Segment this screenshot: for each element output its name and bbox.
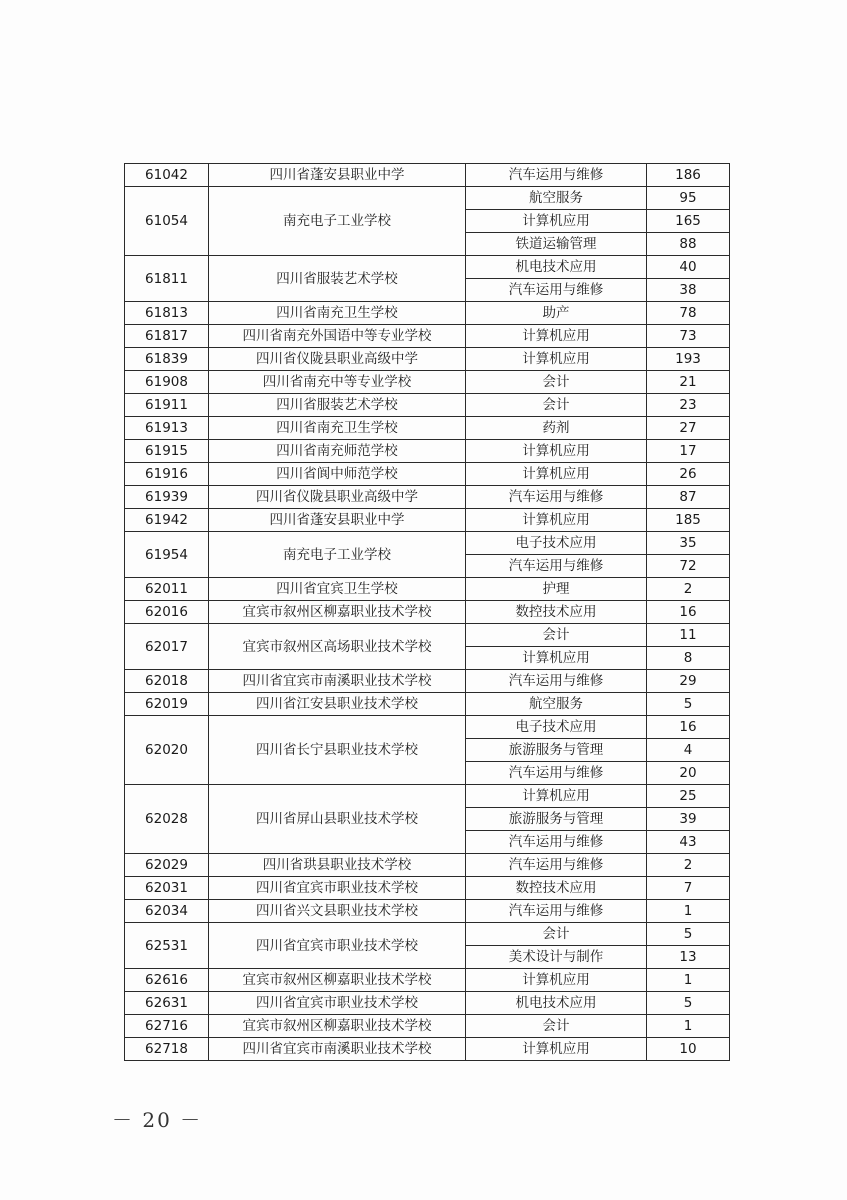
school-name-cell: 四川省阆中师范学校 [209, 463, 466, 486]
school-code-cell: 62011 [125, 578, 209, 601]
school-code-cell: 61811 [125, 256, 209, 302]
count-cell: 2 [647, 578, 730, 601]
table-row [125, 187, 730, 210]
school-name-cell: 四川省仪陇县职业高级中学 [209, 486, 466, 509]
major-cell: 汽车运用与维修 [466, 854, 647, 877]
school-name-cell: 四川省宜宾市职业技术学校 [209, 923, 466, 969]
school-code-cell: 61913 [125, 417, 209, 440]
major-cell: 美术设计与制作 [466, 946, 647, 969]
count-cell: 185 [647, 509, 730, 532]
school-name-cell: 四川省宜宾市南溪职业技术学校 [209, 670, 466, 693]
count-cell: 1 [647, 1015, 730, 1038]
count-cell: 20 [647, 762, 730, 785]
table-row [125, 509, 730, 532]
major-cell: 汽车运用与维修 [466, 900, 647, 923]
school-name-cell: 四川省南充外国语中等专业学校 [209, 325, 466, 348]
count-cell: 73 [647, 325, 730, 348]
school-code-cell: 61908 [125, 371, 209, 394]
table-row [125, 256, 730, 279]
major-cell: 会计 [466, 923, 647, 946]
table-row [125, 440, 730, 463]
major-cell: 航空服务 [466, 693, 647, 716]
school-code-cell: 61054 [125, 187, 209, 256]
school-code-cell: 61817 [125, 325, 209, 348]
table-row [125, 394, 730, 417]
count-cell: 26 [647, 463, 730, 486]
count-cell: 186 [647, 164, 730, 187]
count-cell: 43 [647, 831, 730, 854]
school-code-cell: 61916 [125, 463, 209, 486]
table-body [125, 164, 730, 1061]
school-name-cell: 四川省蓬安县职业中学 [209, 164, 466, 187]
count-cell: 4 [647, 739, 730, 762]
school-code-cell: 62019 [125, 693, 209, 716]
table-row [125, 716, 730, 739]
major-cell: 电子技术应用 [466, 532, 647, 555]
count-cell: 1 [647, 900, 730, 923]
count-cell: 5 [647, 992, 730, 1015]
count-cell: 23 [647, 394, 730, 417]
school-code-cell: 62716 [125, 1015, 209, 1038]
major-cell: 助产 [466, 302, 647, 325]
page-number: － 20 － [112, 1108, 203, 1132]
table-row [125, 302, 730, 325]
count-cell: 21 [647, 371, 730, 394]
count-cell: 2 [647, 854, 730, 877]
table-row [125, 164, 730, 187]
school-name-cell: 宜宾市叙州区柳嘉职业技术学校 [209, 601, 466, 624]
table-row [125, 670, 730, 693]
school-name-cell: 四川省南充中等专业学校 [209, 371, 466, 394]
table-row [125, 417, 730, 440]
school-name-cell: 四川省珙县职业技术学校 [209, 854, 466, 877]
table-row [125, 693, 730, 716]
count-cell: 39 [647, 808, 730, 831]
school-name-cell: 宜宾市叙州区高场职业技术学校 [209, 624, 466, 670]
major-cell: 计算机应用 [466, 647, 647, 670]
count-cell: 7 [647, 877, 730, 900]
count-cell: 88 [647, 233, 730, 256]
major-cell: 汽车运用与维修 [466, 486, 647, 509]
school-name-cell: 宜宾市叙州区柳嘉职业技术学校 [209, 1015, 466, 1038]
school-name-cell: 四川省宜宾卫生学校 [209, 578, 466, 601]
table-row [125, 992, 730, 1015]
count-cell: 95 [647, 187, 730, 210]
school-name-cell: 宜宾市叙州区柳嘉职业技术学校 [209, 969, 466, 992]
school-code-cell: 62631 [125, 992, 209, 1015]
table-row [125, 624, 730, 647]
table-row [125, 325, 730, 348]
school-name-cell: 四川省南充卫生学校 [209, 302, 466, 325]
table-row [125, 348, 730, 371]
table-row [125, 486, 730, 509]
count-cell: 27 [647, 417, 730, 440]
count-cell: 72 [647, 555, 730, 578]
school-code-cell: 62718 [125, 1038, 209, 1061]
school-code-cell: 62017 [125, 624, 209, 670]
major-cell: 药剂 [466, 417, 647, 440]
count-cell: 13 [647, 946, 730, 969]
major-cell: 计算机应用 [466, 348, 647, 371]
table-row [125, 601, 730, 624]
school-name-cell: 四川省南充卫生学校 [209, 417, 466, 440]
major-cell: 汽车运用与维修 [466, 831, 647, 854]
count-cell: 193 [647, 348, 730, 371]
count-cell: 35 [647, 532, 730, 555]
count-cell: 38 [647, 279, 730, 302]
count-cell: 5 [647, 923, 730, 946]
major-cell: 旅游服务与管理 [466, 739, 647, 762]
major-cell: 计算机应用 [466, 509, 647, 532]
school-code-cell: 61813 [125, 302, 209, 325]
major-cell: 机电技术应用 [466, 256, 647, 279]
school-code-cell: 61839 [125, 348, 209, 371]
major-cell: 会计 [466, 624, 647, 647]
school-name-cell: 四川省南充师范学校 [209, 440, 466, 463]
major-cell: 汽车运用与维修 [466, 279, 647, 302]
major-cell: 电子技术应用 [466, 716, 647, 739]
school-code-cell: 61942 [125, 509, 209, 532]
major-cell: 机电技术应用 [466, 992, 647, 1015]
count-cell: 40 [647, 256, 730, 279]
school-name-cell: 四川省宜宾市职业技术学校 [209, 877, 466, 900]
count-cell: 10 [647, 1038, 730, 1061]
school-name-cell: 四川省兴文县职业技术学校 [209, 900, 466, 923]
major-cell: 汽车运用与维修 [466, 555, 647, 578]
school-name-cell: 南充电子工业学校 [209, 187, 466, 256]
table-row [125, 371, 730, 394]
major-cell: 计算机应用 [466, 969, 647, 992]
major-cell: 计算机应用 [466, 785, 647, 808]
school-name-cell: 四川省长宁县职业技术学校 [209, 716, 466, 785]
school-code-cell: 61915 [125, 440, 209, 463]
major-cell: 计算机应用 [466, 1038, 647, 1061]
major-cell: 旅游服务与管理 [466, 808, 647, 831]
count-cell: 87 [647, 486, 730, 509]
school-code-cell: 62616 [125, 969, 209, 992]
count-cell: 78 [647, 302, 730, 325]
school-code-cell: 62031 [125, 877, 209, 900]
school-code-cell: 62028 [125, 785, 209, 854]
school-code-cell: 62531 [125, 923, 209, 969]
major-cell: 数控技术应用 [466, 877, 647, 900]
major-cell: 汽车运用与维修 [466, 164, 647, 187]
school-name-cell: 四川省屏山县职业技术学校 [209, 785, 466, 854]
school-name-cell: 四川省蓬安县职业中学 [209, 509, 466, 532]
school-code-cell: 62029 [125, 854, 209, 877]
major-cell: 计算机应用 [466, 463, 647, 486]
table-row [125, 532, 730, 555]
table-row [125, 463, 730, 486]
school-code-cell: 62016 [125, 601, 209, 624]
school-code-cell: 62034 [125, 900, 209, 923]
major-cell: 航空服务 [466, 187, 647, 210]
count-cell: 25 [647, 785, 730, 808]
school-name-cell: 四川省宜宾市职业技术学校 [209, 992, 466, 1015]
table-row [125, 900, 730, 923]
table-row [125, 877, 730, 900]
major-cell: 会计 [466, 371, 647, 394]
major-cell: 数控技术应用 [466, 601, 647, 624]
count-cell: 5 [647, 693, 730, 716]
school-code-cell: 61042 [125, 164, 209, 187]
count-cell: 16 [647, 601, 730, 624]
school-code-cell: 62018 [125, 670, 209, 693]
major-cell: 计算机应用 [466, 440, 647, 463]
school-name-cell: 四川省服装艺术学校 [209, 394, 466, 417]
table-row [125, 854, 730, 877]
table-row [125, 1038, 730, 1061]
table-row [125, 578, 730, 601]
school-name-cell: 四川省服装艺术学校 [209, 256, 466, 302]
count-cell: 8 [647, 647, 730, 670]
major-cell: 铁道运输管理 [466, 233, 647, 256]
school-code-cell: 62020 [125, 716, 209, 785]
table-row [125, 785, 730, 808]
major-cell: 会计 [466, 1015, 647, 1038]
school-name-cell: 四川省仪陇县职业高级中学 [209, 348, 466, 371]
table-row [125, 969, 730, 992]
major-cell: 计算机应用 [466, 210, 647, 233]
major-cell: 会计 [466, 394, 647, 417]
school-name-cell: 四川省宜宾市南溪职业技术学校 [209, 1038, 466, 1061]
table-row [125, 923, 730, 946]
count-cell: 1 [647, 969, 730, 992]
count-cell: 165 [647, 210, 730, 233]
major-cell: 汽车运用与维修 [466, 670, 647, 693]
table-row [125, 1015, 730, 1038]
count-cell: 11 [647, 624, 730, 647]
count-cell: 17 [647, 440, 730, 463]
major-cell: 护理 [466, 578, 647, 601]
school-code-cell: 61911 [125, 394, 209, 417]
school-code-cell: 61939 [125, 486, 209, 509]
school-name-cell: 四川省江安县职业技术学校 [209, 693, 466, 716]
school-code-cell: 61954 [125, 532, 209, 578]
count-cell: 16 [647, 716, 730, 739]
enrollment-table [124, 163, 730, 1061]
major-cell: 汽车运用与维修 [466, 762, 647, 785]
major-cell: 计算机应用 [466, 325, 647, 348]
count-cell: 29 [647, 670, 730, 693]
school-name-cell: 南充电子工业学校 [209, 532, 466, 578]
